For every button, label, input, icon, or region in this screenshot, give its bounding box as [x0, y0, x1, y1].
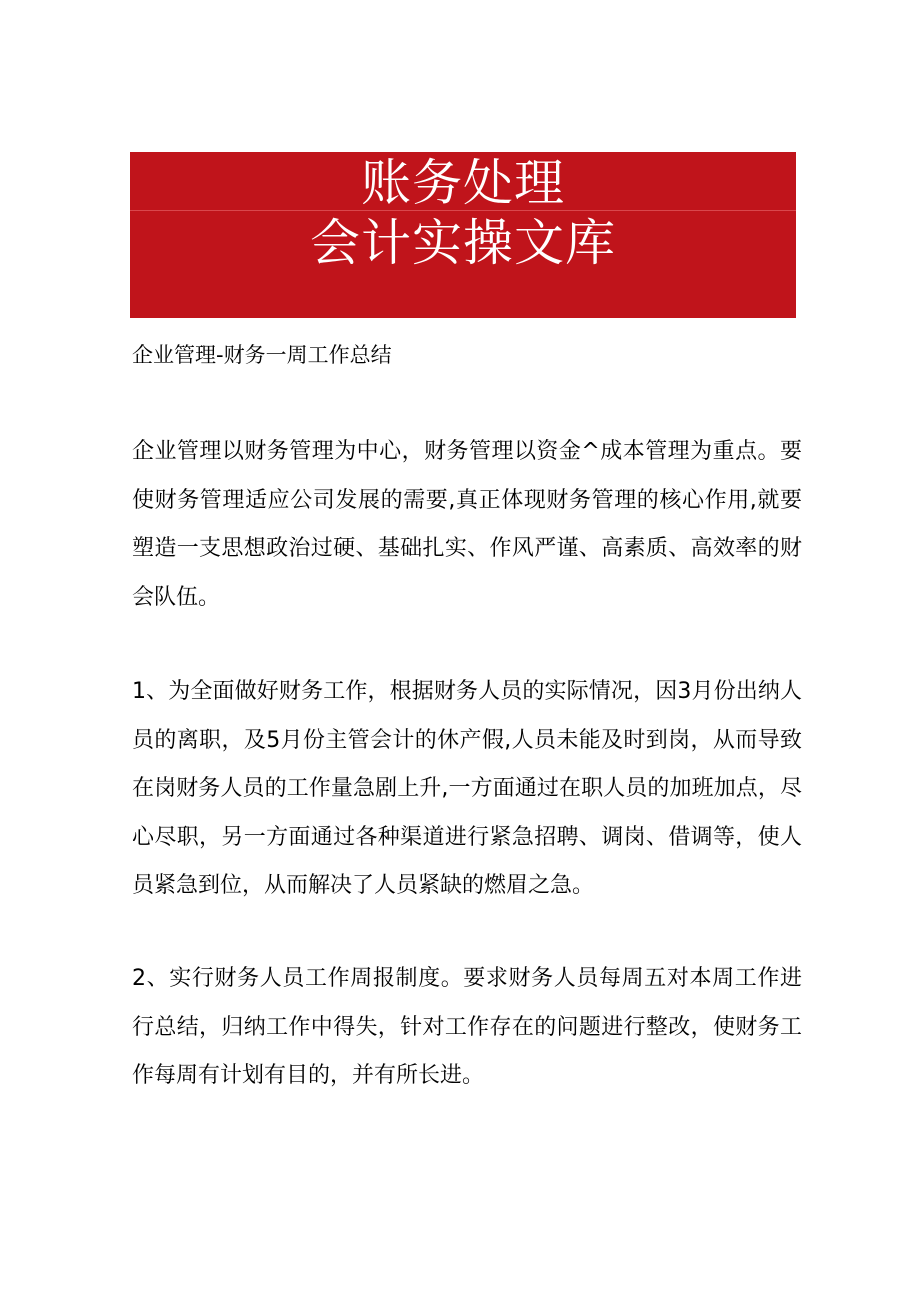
paragraph-intro: 企业管理以财务管理为中心，财务管理以资金^成本管理为重点。要使财务管理适应公司发展的需要,真正体现财务管理的核心作用,就要塑造一支思想政治过硬、基础扎实、作风严谨、高素质、高效率的财会队伍。: [132, 439, 802, 610]
banner-title-line1: 账务处理: [361, 154, 565, 212]
document-subtitle: 企业管理-财务一周工作总结: [132, 343, 392, 367]
title-banner: [130, 152, 796, 318]
paragraph-item-1: 1、为全面做好财务工作，根据财务人员的实际情况，因3月份出纳人员的离职，及5月份主管会计的休产假,人员未能及时到岗，从而导致在岗财务人员的工作量急剧上升,一方面通过在职人员的加班加点，尽心尽职，另一方面通过各种渠道进行紧急招聘、调岗、借调等，使人员紧急到位，从而解决了人员紧缺的燃眉之急。: [132, 679, 802, 898]
paragraph-item-2: 2、实行财务人员工作周报制度。要求财务人员每周五对本周工作进行总结，归纳工作中得失，针对工作存在的问题进行整改，使财务工作每周有计划有目的，并有所长进。: [132, 966, 802, 1088]
banner-title-line2: 会计实操文库: [310, 214, 616, 272]
